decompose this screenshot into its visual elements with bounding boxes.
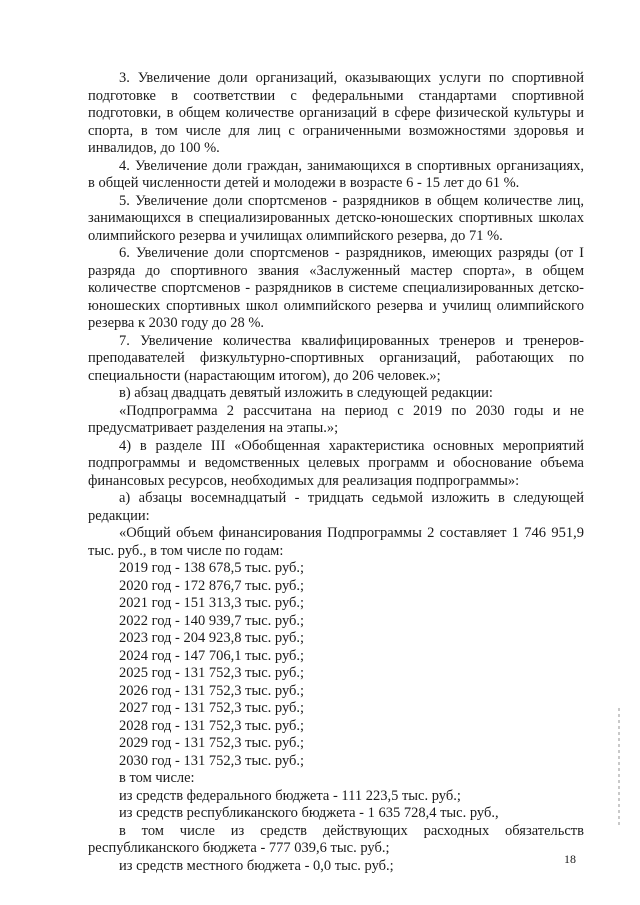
- paragraph-item-3: 3. Увеличение доли организаций, оказывающих услуги по спортивной подготовке в соответствии с федеральными стандартами спортивной подготовки, в общем количестве организаций в сфере физической культуры и спорта, в том числе для лиц с ограниченными возможностями здоровья и инвалидов, до 100 %.: [88, 70, 584, 156]
- in-that-number-label: в том числе:: [119, 770, 195, 786]
- year-line: 2019 год - 138 678,5 тыс. руб.;: [119, 560, 305, 576]
- year-line: 2025 год - 131 752,3 тыс. руб.;: [119, 665, 305, 681]
- obligations-paragraph: в том числе из средств действующих расходных обязательств республиканского бюджета - 777 039,6 тыс. руб.;: [88, 822, 584, 856]
- year-line: 2023 год - 204 923,8 тыс. руб.;: [119, 630, 305, 646]
- year-line: 2030 год - 131 752,3 тыс. руб.;: [119, 752, 305, 769]
- republic-budget-line: из средств республиканского бюджета - 1 635 728,4 тыс. руб.,: [119, 805, 499, 821]
- paragraph-item-6: 6. Увеличение доли спортсменов - разрядников, имеющих разряды (от I разряда до спортивного звания «Заслуженный мастер спорта», в общем количестве спортсменов - разрядников в системе специализированных детско-юношеских спортивных школ олимпийского резерва и училищ олимпийского резерва к 2030 году до 28 %.: [88, 245, 584, 331]
- year-line: 2027 год - 131 752,3 тыс. руб.;: [119, 700, 305, 716]
- paragraph-item-4: 4. Увеличение доли граждан, занимающихся в спортивных организациях, в общей численности детей и молодежи в возрасте 6 - 15 лет до 61 %.: [88, 157, 584, 191]
- year-line: 2026 год - 131 752,3 тыс. руб.;: [119, 682, 305, 699]
- page-number: 18: [564, 852, 576, 866]
- paragraph-total-funding: «Общий объем финансирования Подпрограммы 2 составляет 1 746 951,9 тыс. руб., в том числе по годам:: [88, 525, 584, 559]
- year-line: 2021 год - 151 313,3 тыс. руб.;: [119, 595, 305, 611]
- paragraph-amendment-v: в) абзац двадцать девятый изложить в следующей редакции:: [119, 385, 493, 401]
- paragraph-item-5: 5. Увеличение доли спортсменов - разрядников в общем количестве лиц, занимающихся в специализированных детско-юношеских спортивных школах олимпийского резерва и училищах олимпийского резерва, до 71 %.: [88, 192, 584, 244]
- document-page: [88, 70, 584, 875]
- year-line: 2029 год - 131 752,3 тыс. руб.;: [119, 735, 305, 751]
- paragraph-subprogram-period: «Подпрограмма 2 рассчитана на период с 2019 по 2030 годы и не предусматривает разделения на этапы.»;: [88, 402, 584, 436]
- paragraph-amendment-a: а) абзацы восемнадцатый - тридцать седьмой изложить в следующей редакции:: [88, 490, 584, 524]
- year-line: 2028 год - 131 752,3 тыс. руб.;: [119, 717, 305, 734]
- paragraph-section-iii: 4) в разделе III «Обобщенная характеристика основных мероприятий подпрограммы и ведомственных целевых программ и обоснование объема финансовых ресурсов, необходимых для реализация подпрограммы»:: [88, 437, 584, 489]
- paragraph-item-7: 7. Увеличение количества квалифицированных тренеров и тренеров-преподавателей физкультурно-спортивных организаций, работающих по специальности (нарастающим итогом), до 206 человек.»;: [88, 332, 584, 384]
- year-line: 2022 год - 140 939,7 тыс. руб.;: [119, 612, 305, 629]
- federal-budget-line: из средств федерального бюджета - 111 223,5 тыс. руб.;: [119, 787, 461, 804]
- scan-edge-mark: [618, 708, 620, 828]
- year-line: 2024 год - 147 706,1 тыс. руб.;: [119, 647, 305, 664]
- funding-by-year-list: [88, 560, 584, 770]
- year-line: 2020 год - 172 876,7 тыс. руб.;: [119, 577, 305, 594]
- local-budget-line: из средств местного бюджета - 0,0 тыс. руб.;: [119, 857, 394, 874]
